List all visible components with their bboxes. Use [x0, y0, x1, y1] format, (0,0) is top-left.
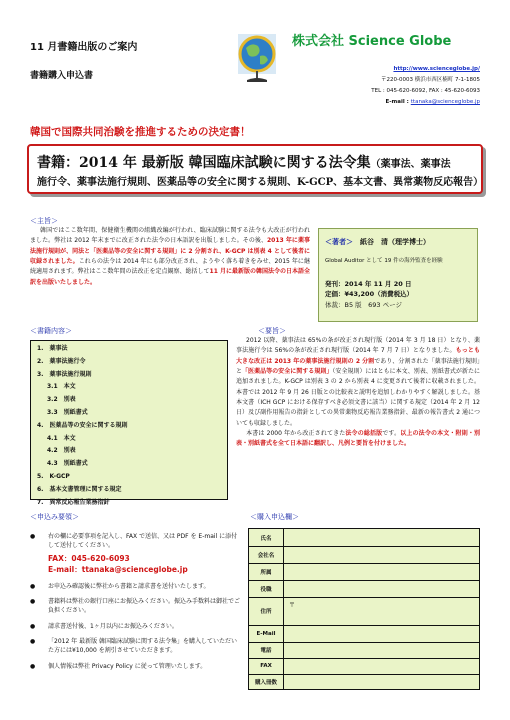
- author-box: [318, 228, 478, 322]
- order-field-label: 購入冊数: [249, 674, 284, 689]
- fax-number: FAX：045-620-6093: [48, 553, 130, 563]
- toc-box: [30, 340, 228, 506]
- company-email-link[interactable]: ttanaka@scienceglobe.jp: [410, 99, 480, 105]
- application-email: E-mail：ttanaka@scienceglobe.jp: [48, 565, 188, 575]
- overview-text: 2012 以降、薬事法は 65%の条が改正され現行版（2014 年 3 月 18 日）となり、薬事法施行令は 56%の条が改正され現行版（2014 年 7 月 7 日）となりました。もっとも大きな改正は 2013 年の薬事法施行規則の 2 分割であり、分割された「薬事法施行規則」と「医薬品等の安全に関する規則」（安全規則）にはともに本文、別表、別紙書式が新たに追加されました。K-GCP は別表 3 の 2 から別表 4 に変更されて後者に収載されました。本書では 2012 年 9 月 26 日版との比較表と説明を追加しわかりやすく解説しました。基本文書（ICH GCP における保存すべき必須文書に該当）に関する規定（2014 年 2 月 12 日）及び副作用報告の指針としての異常薬物反応報告業務指針、最新の報告書式 2 通についても収録しました。 本書は 2000 年から改正されてきた法令の総括版です。以上の法令の本文・附則・別表・別紙書式を全て日本語に翻訳し、凡例と要旨を付けました。: [236, 337, 480, 448]
- contact-block: [371, 64, 480, 108]
- toc-item: 7. 異常反応報告業務指針: [37, 498, 110, 506]
- book-details: [325, 279, 413, 310]
- order-field-label: E-Mail: [249, 625, 284, 642]
- pub-date: 発刊：2014 年 11 月 20 日: [325, 280, 412, 288]
- book-format: 体裁：B5 版 693 ページ: [325, 300, 403, 309]
- toc-item: 4. 医薬品等の安全に関する規則: [37, 421, 128, 429]
- order-field-label: 所属: [249, 563, 284, 580]
- summary-heading: ＜主旨＞: [30, 217, 58, 225]
- order-field-row[interactable]: [249, 642, 479, 659]
- order-field-row[interactable]: [249, 529, 479, 547]
- toc-item: 4.3 別紙書式: [47, 460, 88, 468]
- toc-item: 2. 薬事法施行令: [37, 357, 86, 365]
- order-form: [248, 528, 480, 690]
- toc-item: 4.1 本文: [47, 434, 76, 442]
- order-field-label: 役職: [249, 580, 284, 597]
- toc-item: 3.3 別紙書式: [47, 408, 88, 416]
- form-title: 書籍購入申込書: [30, 71, 94, 81]
- order-field-label: 会社名: [249, 546, 284, 563]
- note-item: ● 右の欄に必要事項を記入し、FAX で送信、又は PDF を E-mail に添付して送付してください。 FAX：045-620-6093 E-mail：ttanaka@scienceglobe.jp: [30, 532, 240, 576]
- book-title-line1: 書籍：2014 年 最新版 韓国臨床試験に関する法令集（薬事法、薬事法: [37, 155, 451, 171]
- author-bio: Global Auditor として 19 件の海外監査を経験: [325, 258, 443, 264]
- company-address: 〒220-0003 横浜市西区楠町 7-1-1805: [381, 77, 480, 83]
- order-form-heading: ＜購入申込欄＞: [250, 513, 299, 521]
- order-field-row[interactable]: [249, 546, 479, 564]
- order-field-label: 電話: [249, 642, 284, 658]
- toc-item: 4.2 別表: [47, 447, 76, 455]
- toc-item: 3. 薬事法施行規則: [37, 370, 92, 378]
- order-field-row[interactable]: [249, 658, 479, 675]
- globe-logo-icon: [232, 32, 282, 86]
- order-field-label: 住所: [249, 597, 284, 625]
- summary-text: 韓国ではここ数年間、保健衛生機関の組織改編が行われ、臨床試験に関する法令も大改正が行われました。弊社は 2012 年末までに改正された法令の日本語訳を出版しました。その後、2013 年に薬事法施行規則が、同法と「医薬品等の安全に関する規則」に 2 分割され、K-GCP は別表 4 として後者に収録されました。これらの法令は 2014 年にも部分改正され、ようやく落ち着きをみせ、2015 年に継続適用されます。弊社はここ数年間の法改正を定点観察、総括して11 月に最新版の韓国法令の日本語全訳を出版いたしました。: [30, 227, 310, 286]
- order-field-row[interactable]: [249, 563, 479, 581]
- company-url-link[interactable]: http://www.scienceglobe.jp/: [393, 66, 480, 72]
- note-item: ● 請求書送付後、1ヶ月以内にお振込みください。: [30, 622, 240, 631]
- toc-item: 3.2 別表: [47, 396, 76, 404]
- price: 定価：¥43,200（消費税込）: [325, 290, 414, 299]
- note-item: ● 「2012 年 最新版 韓国臨床試験に関する法令集」を購入していただいた方には¥10,000 を割引させていただきます。: [30, 637, 240, 656]
- toc-item: 5. K-GCP: [37, 472, 70, 480]
- announcement-text: 11 月書籍出版のご案内: [30, 42, 138, 53]
- order-field-row[interactable]: [249, 597, 479, 626]
- tagline: 韓国で国際共同治験を推進するための決定書！: [30, 126, 251, 138]
- order-field-row[interactable]: [249, 625, 479, 643]
- book-title-box: [27, 144, 483, 194]
- overview-heading: ＜要旨＞: [258, 327, 286, 335]
- order-field-label: 氏名: [249, 529, 284, 546]
- note-item: ● 書籍料は弊社の銀行口座にお振込みください。振込み手数料は御社でご負担ください。: [30, 597, 240, 616]
- note-item: ● 個人情報は弊社 Privacy Policy に従って管理いたします。: [30, 662, 240, 671]
- toc-item: 1. 薬事法: [37, 345, 68, 352]
- book-title-line2: 施行令、薬事法施行規則、医薬品等の安全に関する規則、K-GCP、基本文書、異常薬物反応報告）: [37, 177, 484, 188]
- application-heading: ＜申込み要領＞: [30, 513, 79, 521]
- toc-heading: ＜書籍内容＞: [30, 327, 72, 335]
- note-item: ● お申込み確認後に弊社から書籍と請求書を送付いたします。: [30, 582, 240, 591]
- company-email: E-mail : ttanaka@scienceglobe.jp: [385, 99, 480, 105]
- postal-mark: 〒: [289, 602, 296, 609]
- company-tel-fax: TEL : 045-620-6092, FAX : 45-620-6093: [371, 88, 480, 94]
- order-field-label: FAX: [249, 658, 284, 674]
- company-name: 株式会社 Science Globe: [292, 34, 452, 49]
- order-field-row[interactable]: [249, 674, 479, 689]
- order-field-row[interactable]: [249, 580, 479, 598]
- author-line: ＜著者＞ 紙谷 清（理学博士）: [325, 238, 430, 246]
- toc-item: 3.1 本文: [47, 383, 76, 391]
- application-notes: [30, 532, 240, 677]
- toc-item: 6. 基本文書管理に関する規定: [37, 485, 122, 493]
